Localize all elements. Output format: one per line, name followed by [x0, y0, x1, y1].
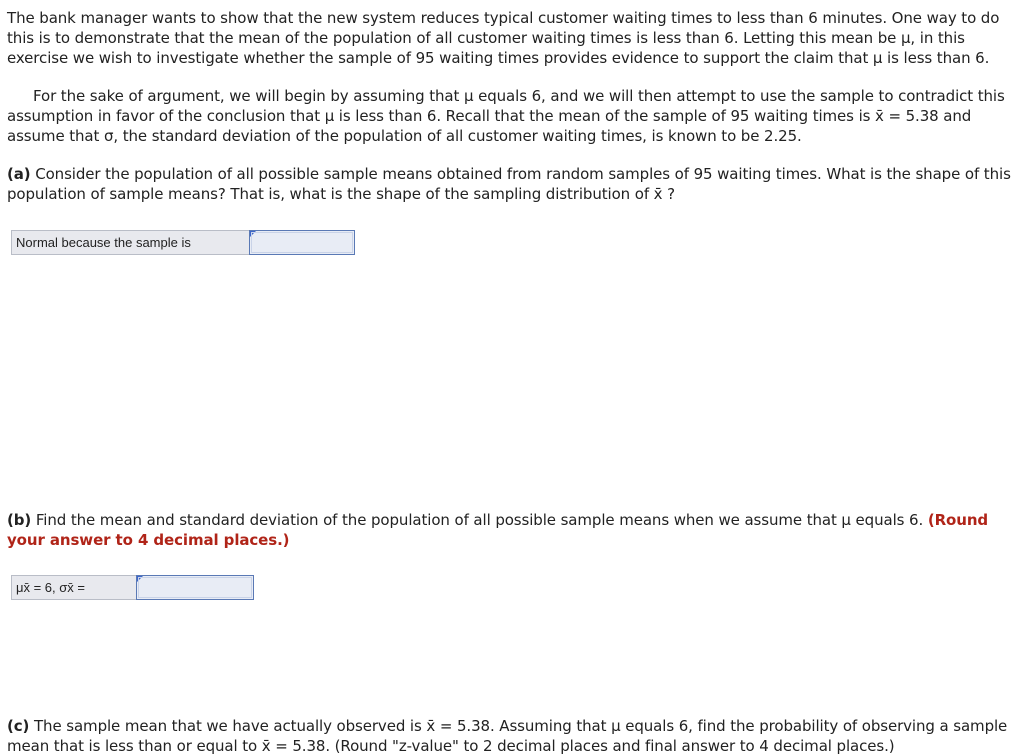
- part-c-question: [7, 716, 1012, 756]
- part-a-text: Consider the population of all possible sample means obtained from random samples of 95 waiting times. What is the shape of this population of sample means? That is, what is the shape of the sampling distribution of x̄ ?: [7, 165, 1011, 203]
- part-a-answer-input[interactable]: [249, 230, 355, 255]
- part-b-label: (b): [7, 511, 32, 529]
- part-a-answer-prefix: Normal because the sample is: [11, 230, 249, 255]
- part-c-label: (c): [7, 717, 30, 735]
- part-b-answer-row: [11, 575, 254, 600]
- part-a-answer-row: [11, 230, 355, 255]
- part-b-rounding-instruction: (Round your answer to 4 decimal places.): [7, 511, 989, 549]
- intro-paragraph-2: For the sake of argument, we will begin by assuming that μ equals 6, and we will then attempt to use the sample to contradict this assumption in favor of the conclusion that μ is less than 6. Recall that the mean of the sample of 95 waiting times is x̄ = 5.38 and assume that σ, the standard deviation of the population of all customer waiting times, is known to be 2.25.: [7, 87, 1005, 145]
- part-c-text: The sample mean that we have actually observed is x̄ = 5.38. Assuming that μ equals 6, find the probability of observing a sample mean that is less than or equal to x̄ = 5.38. (Round "z-value" to 2 decimal places and final answer to 4 decimal places.): [7, 717, 1008, 755]
- part-a-question: [7, 164, 1012, 204]
- part-a-label: (a): [7, 165, 31, 183]
- part-a-answer-value: [251, 232, 353, 253]
- part-b-text: Find the mean and standard deviation of the population of all possible sample means when we assume that μ equals 6.: [31, 511, 928, 529]
- part-b-answer-input[interactable]: [136, 575, 254, 600]
- part-b-question: [7, 510, 1012, 550]
- part-b-answer-prefix: μx̄ = 6, σx̄ =: [11, 575, 136, 600]
- intro-paragraph-1: The bank manager wants to show that the new system reduces typical customer waiting times to less than 6 minutes. One way to do this is to demonstrate that the mean of the population of all customer waiting times is less than 6. Letting this mean be μ, in this exercise we wish to investigate whether the sample of 95 waiting times provides evidence to support the claim that μ is less than 6.: [7, 9, 1000, 67]
- part-b-answer-value: [138, 577, 252, 598]
